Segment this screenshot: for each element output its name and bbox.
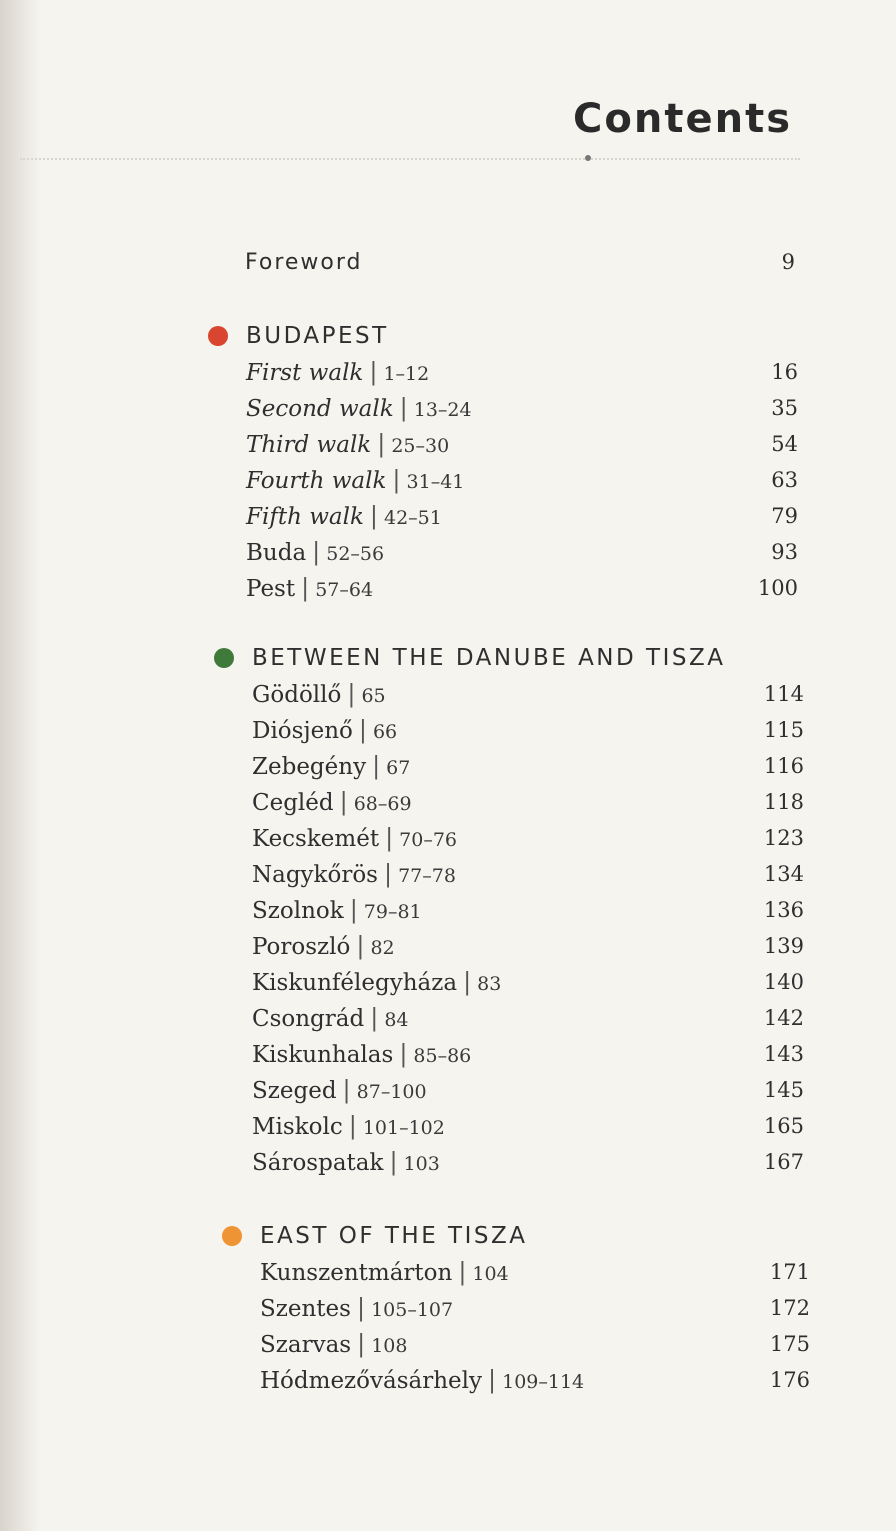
section-bullet-icon bbox=[222, 1226, 242, 1246]
toc-entry[interactable] bbox=[252, 1072, 804, 1108]
entry-separator: | bbox=[356, 932, 365, 960]
entry-separator: | bbox=[488, 1366, 497, 1394]
entry-name: Fifth walk bbox=[246, 504, 364, 530]
entry-page: 35 bbox=[771, 396, 798, 420]
entry-name: Miskolc bbox=[252, 1114, 343, 1140]
entry-separator: | bbox=[372, 752, 381, 780]
entry-separator: | bbox=[356, 1294, 366, 1322]
entry-separator: | bbox=[301, 574, 310, 602]
entry-range: 105–107 bbox=[371, 1299, 454, 1321]
entry-name: Kunszentmárton bbox=[260, 1260, 453, 1286]
entry-page: 165 bbox=[763, 1114, 804, 1138]
entry-page: 116 bbox=[763, 754, 804, 778]
entry-name: Diósjenő bbox=[252, 718, 353, 744]
toc-entry[interactable] bbox=[246, 462, 798, 498]
toc-entry[interactable] bbox=[252, 1036, 804, 1072]
entry-page: 140 bbox=[763, 970, 804, 994]
section-bullet-icon bbox=[214, 648, 234, 668]
entry-name: Kiskunfélegyháza bbox=[252, 970, 458, 996]
toc-entry[interactable] bbox=[252, 1144, 804, 1180]
entry-name: Szeged bbox=[252, 1078, 337, 1104]
entry-separator: | bbox=[348, 1112, 357, 1140]
entry-name: Zebegény bbox=[252, 754, 367, 780]
entry-name: Kecskemét bbox=[252, 826, 380, 852]
entry-separator: | bbox=[312, 538, 321, 566]
entry-separator: | bbox=[370, 1004, 379, 1032]
entry-separator: | bbox=[399, 394, 408, 422]
entry-name: Sárospatak bbox=[252, 1150, 384, 1176]
entry-range: 104 bbox=[472, 1263, 509, 1285]
entry-page: 139 bbox=[763, 934, 804, 958]
entry-page: 118 bbox=[763, 790, 804, 814]
entry-range: 66 bbox=[372, 721, 398, 743]
toc-entry[interactable] bbox=[260, 1362, 810, 1398]
entry-range: 103 bbox=[403, 1153, 440, 1175]
entry-range: 31–41 bbox=[406, 471, 465, 493]
entry-separator: | bbox=[377, 430, 386, 458]
entry-page: 145 bbox=[763, 1078, 804, 1102]
section-heading-label: EAST OF THE TISZA bbox=[260, 1223, 528, 1249]
entry-separator: | bbox=[358, 716, 367, 744]
entry-name: Second walk bbox=[246, 396, 394, 422]
entry-separator: | bbox=[369, 502, 378, 530]
entry-name: Cegléd bbox=[252, 790, 334, 816]
entry-range: 1–12 bbox=[383, 363, 430, 385]
section-heading-label: BETWEEN THE DANUBE AND TISZA bbox=[252, 645, 726, 671]
toc-entry[interactable] bbox=[246, 534, 798, 570]
entry-page: 100 bbox=[757, 576, 798, 600]
entry-page: 79 bbox=[771, 504, 798, 528]
entry-page: 171 bbox=[769, 1260, 810, 1284]
section-heading[interactable] bbox=[214, 640, 804, 676]
toc-entry[interactable] bbox=[252, 1000, 804, 1036]
entry-range: 13–24 bbox=[413, 399, 472, 421]
entry-separator: | bbox=[347, 680, 356, 708]
page-title: Contents bbox=[573, 96, 792, 142]
entry-name: Hódmezővásárhely bbox=[260, 1368, 483, 1394]
foreword-label: Foreword bbox=[245, 250, 363, 275]
foreword-entry[interactable] bbox=[245, 250, 795, 282]
entry-name: Szentes bbox=[260, 1296, 351, 1322]
entry-separator: | bbox=[463, 968, 472, 996]
section-budapest bbox=[208, 318, 798, 606]
entry-range: 25–30 bbox=[391, 435, 450, 457]
dotted-rule bbox=[20, 158, 800, 160]
entry-separator: | bbox=[349, 896, 358, 924]
entry-separator: | bbox=[392, 466, 401, 494]
entry-name: Szolnok bbox=[252, 898, 344, 924]
toc-entry[interactable] bbox=[252, 892, 804, 928]
entry-range: 87–100 bbox=[356, 1081, 427, 1103]
toc-entry[interactable] bbox=[252, 712, 804, 748]
entry-separator: | bbox=[342, 1076, 351, 1104]
entry-range: 70–76 bbox=[399, 829, 458, 851]
entry-separator: | bbox=[458, 1258, 467, 1286]
entry-page: 123 bbox=[763, 826, 804, 850]
entry-range: 67 bbox=[386, 757, 411, 779]
entry-separator: | bbox=[383, 860, 393, 888]
entry-range: 109–114 bbox=[502, 1371, 585, 1393]
toc-entry[interactable] bbox=[252, 784, 804, 820]
toc-entry[interactable] bbox=[260, 1290, 810, 1326]
entry-page: 136 bbox=[763, 898, 804, 922]
entry-range: 82 bbox=[370, 937, 395, 959]
toc-entry[interactable] bbox=[246, 570, 798, 606]
entry-range: 52–56 bbox=[326, 543, 385, 565]
toc-entry[interactable] bbox=[246, 390, 798, 426]
entry-range: 101–102 bbox=[362, 1117, 445, 1139]
foreword-page: 9 bbox=[781, 250, 795, 274]
section-heading[interactable] bbox=[222, 1218, 810, 1254]
section-east-of-tisza bbox=[222, 1218, 810, 1398]
entry-page: 63 bbox=[771, 468, 798, 492]
entry-name: Buda bbox=[246, 540, 307, 566]
entry-range: 68–69 bbox=[353, 793, 412, 815]
entry-separator: | bbox=[399, 1040, 408, 1068]
entry-range: 79–81 bbox=[363, 901, 422, 923]
entry-page: 176 bbox=[769, 1368, 810, 1392]
entry-page: 93 bbox=[771, 540, 798, 564]
entry-page: 134 bbox=[763, 862, 804, 886]
section-heading-label: BUDAPEST bbox=[246, 323, 389, 349]
toc-entry[interactable] bbox=[246, 354, 798, 390]
entry-name: Fourth walk bbox=[246, 468, 387, 494]
toc-entry[interactable] bbox=[246, 426, 798, 462]
toc-entry[interactable] bbox=[260, 1326, 810, 1362]
entry-name: Third walk bbox=[246, 432, 372, 458]
entry-page: 172 bbox=[769, 1296, 810, 1320]
toc-entry[interactable] bbox=[252, 676, 804, 712]
toc-entry[interactable] bbox=[252, 964, 804, 1000]
toc-entry[interactable] bbox=[252, 856, 804, 892]
entry-range: 57–64 bbox=[315, 579, 374, 601]
entry-page: 143 bbox=[763, 1042, 804, 1066]
entry-range: 108 bbox=[371, 1335, 408, 1357]
entry-page: 167 bbox=[763, 1150, 804, 1174]
entry-separator: | bbox=[385, 824, 394, 852]
entry-name: Pest bbox=[246, 576, 296, 602]
entry-range: 65 bbox=[361, 685, 386, 707]
section-between-danube-tisza bbox=[214, 640, 804, 1180]
entry-page: 16 bbox=[771, 360, 798, 384]
entry-separator: | bbox=[369, 358, 378, 386]
entry-separator: | bbox=[389, 1148, 398, 1176]
entry-separator: | bbox=[339, 788, 348, 816]
rule-marker bbox=[585, 155, 591, 161]
entry-range: 84 bbox=[384, 1009, 409, 1031]
toc-entry[interactable] bbox=[252, 748, 804, 784]
entry-name: Gödöllő bbox=[252, 682, 342, 708]
entry-page: 114 bbox=[763, 682, 804, 706]
toc-entry[interactable] bbox=[246, 498, 798, 534]
page-gutter-shadow bbox=[0, 0, 40, 1531]
entry-name: Kiskunhalas bbox=[252, 1042, 394, 1068]
entry-page: 115 bbox=[763, 718, 804, 742]
entry-name: Nagykőrös bbox=[252, 862, 378, 888]
entry-page: 142 bbox=[763, 1006, 804, 1030]
toc-entry[interactable] bbox=[252, 1108, 804, 1144]
entry-range: 42–51 bbox=[383, 507, 442, 529]
entry-name: Poroszló bbox=[252, 934, 351, 960]
entry-separator: | bbox=[357, 1330, 366, 1358]
entry-page: 54 bbox=[771, 432, 798, 456]
toc-entry[interactable] bbox=[252, 928, 804, 964]
entry-range: 85–86 bbox=[413, 1045, 472, 1067]
entry-name: Csongrád bbox=[252, 1006, 365, 1032]
entry-name: First walk bbox=[246, 360, 364, 386]
toc-entry[interactable] bbox=[260, 1254, 810, 1290]
entry-page: 175 bbox=[769, 1332, 810, 1356]
section-heading[interactable] bbox=[208, 318, 798, 354]
toc-entry[interactable] bbox=[252, 820, 804, 856]
entry-name: Szarvas bbox=[260, 1332, 352, 1358]
entry-range: 77–78 bbox=[398, 865, 456, 887]
entry-range: 83 bbox=[477, 973, 502, 995]
section-bullet-icon bbox=[208, 326, 228, 346]
